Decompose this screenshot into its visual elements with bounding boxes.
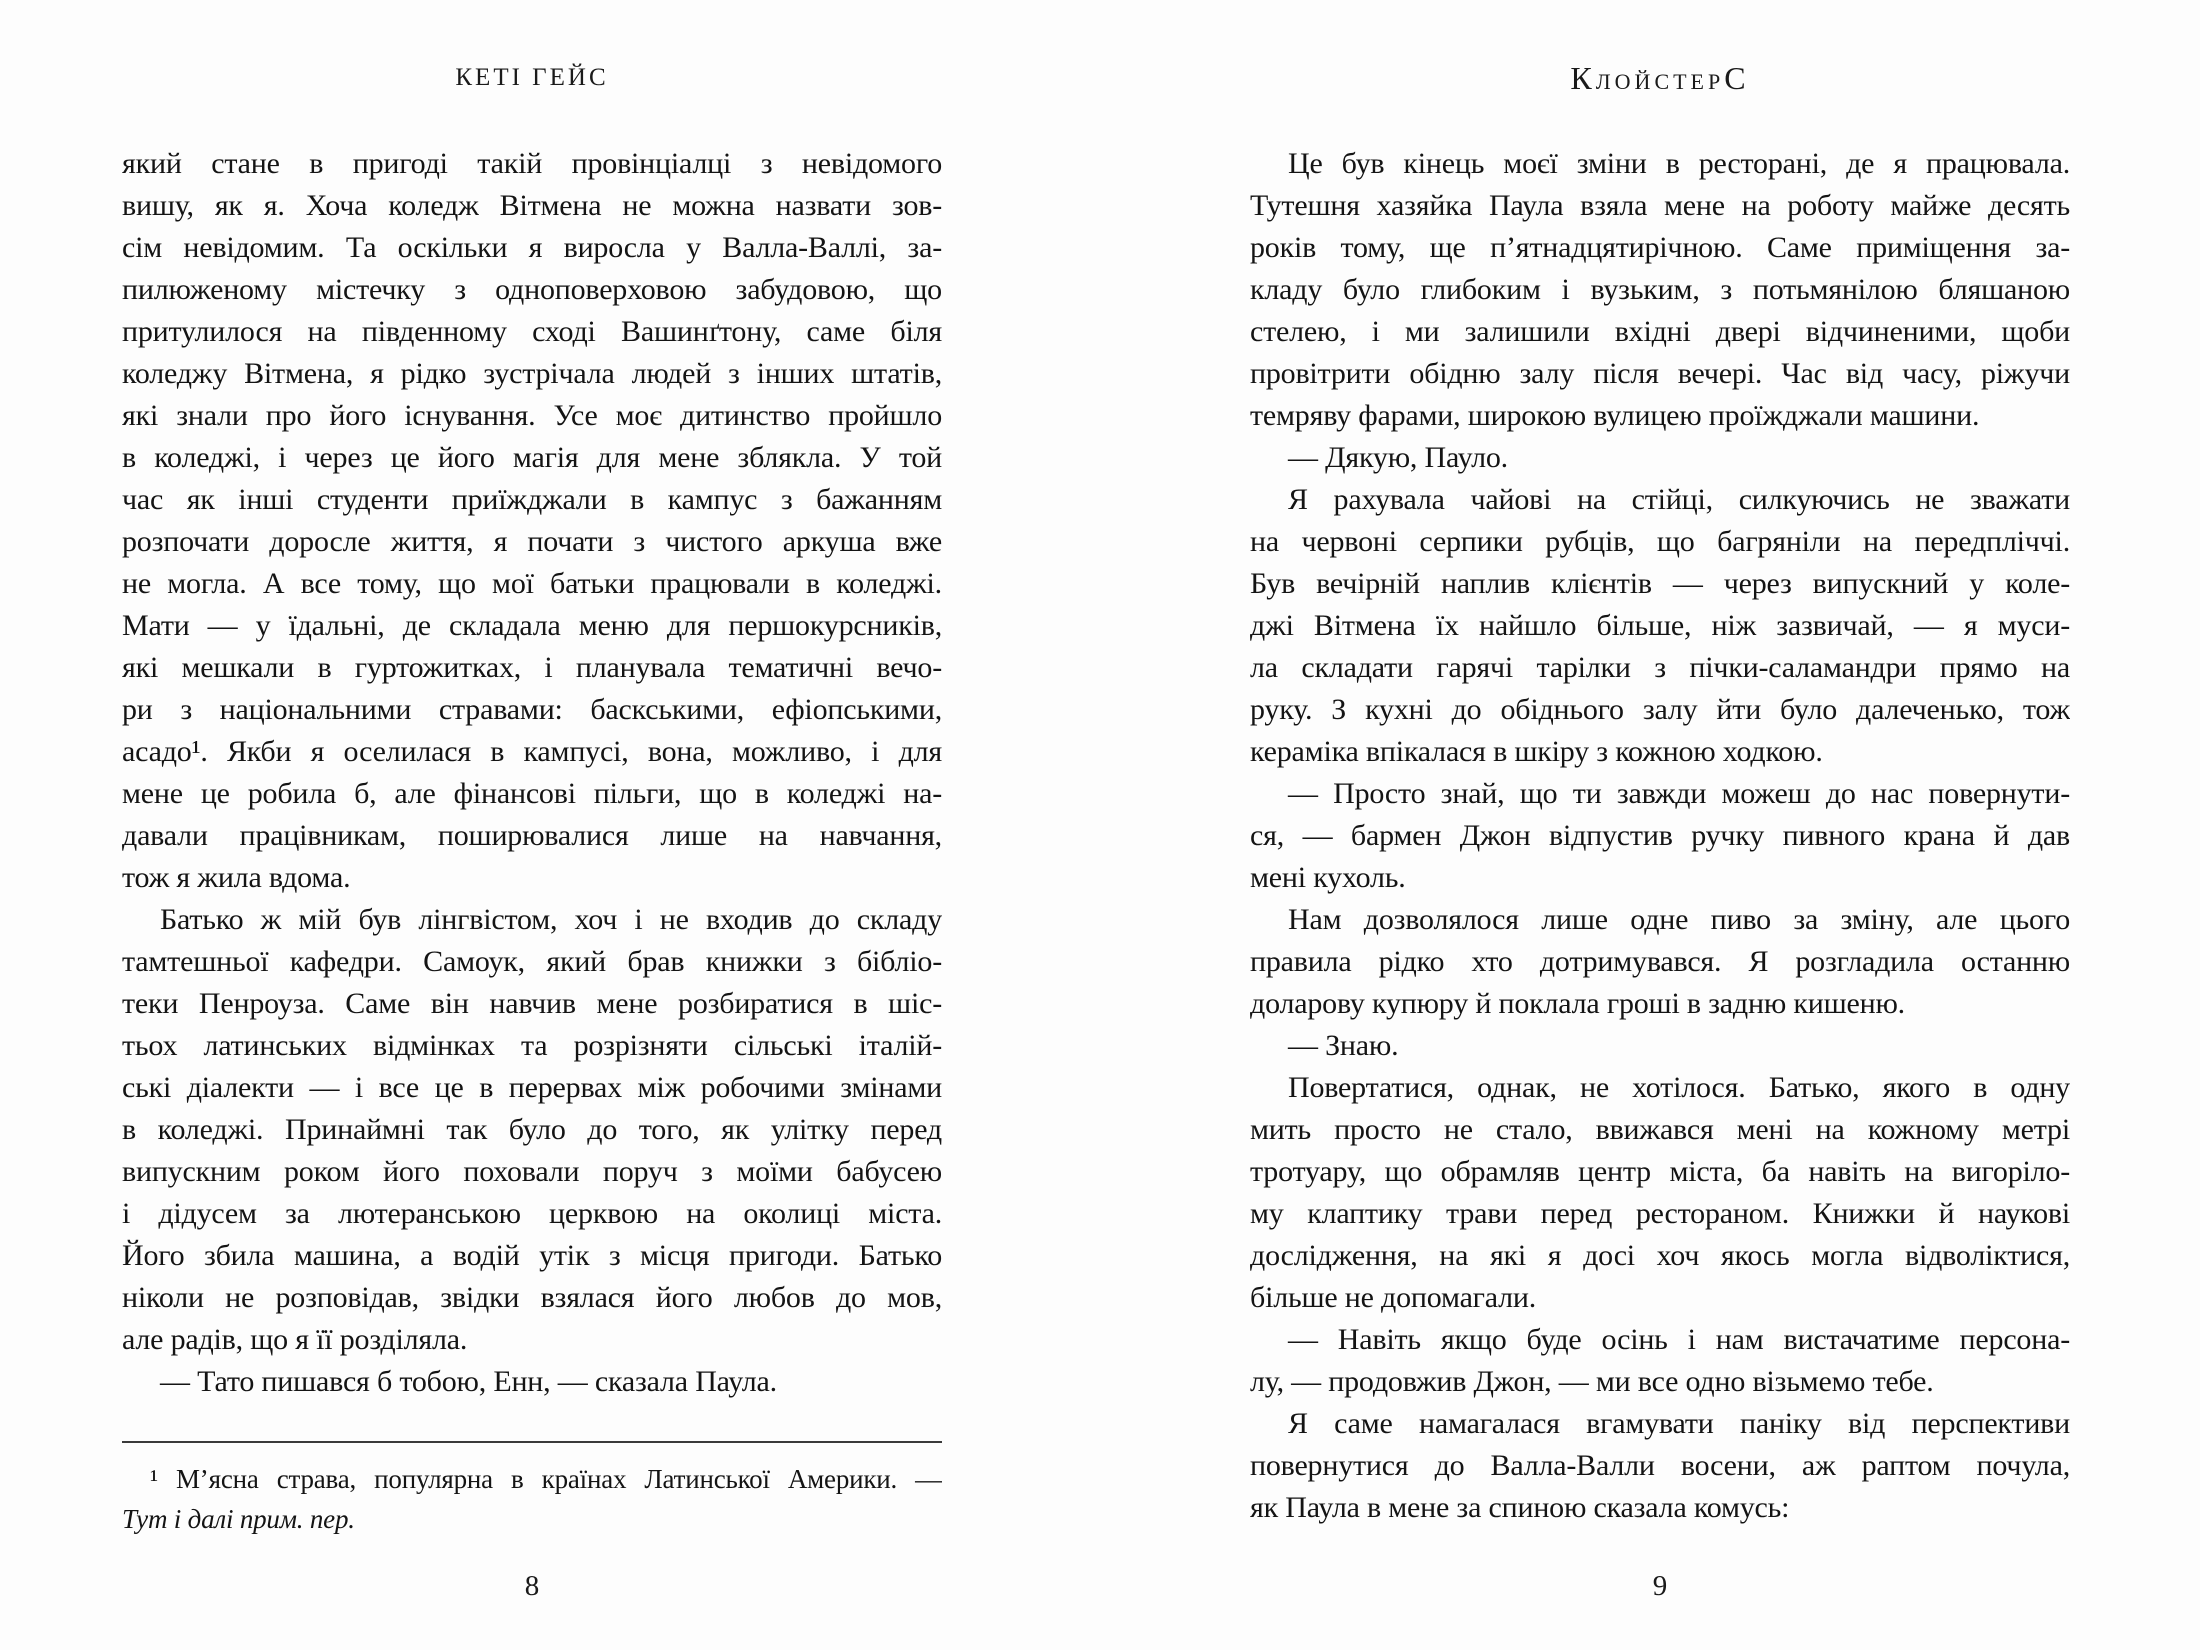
text-line: розпочати доросле життя, я почати з чистого аркуша вже	[122, 525, 942, 558]
page-number-right: 9	[1652, 1570, 1668, 1602]
text-line: в коледжі, і через це його магія для мене зблякла. У той	[122, 441, 942, 474]
running-head-author: КЕТІ ГЕЙС	[455, 64, 609, 91]
text-line: му клаптику трави перед рестораном. Книжки й наукові	[1250, 1197, 2070, 1230]
text-line: в коледжі. Принаймні так було до того, як улітку перед	[122, 1113, 942, 1146]
text-line: Тутешня хазяйка Паула взяла мене на роботу майже десять	[1250, 189, 2070, 222]
text-line: ські діалекти — і все це в перервах між робочими змінами	[122, 1071, 942, 1104]
text-line: ніколи не розповідав, звідки взялася його любов до мов,	[122, 1281, 942, 1314]
text-line: які мешкали в гуртожитках, і планувала тематичні вечо-	[122, 651, 942, 684]
text-line: кладу було глибоким і вузьким, з потьмянілою бляшаною	[1250, 273, 2070, 306]
text-line: — Дякую, Пауло.	[1288, 441, 1508, 474]
text-line: — Навіть якщо буде осінь і нам вистачатиме персона-	[1288, 1323, 2070, 1356]
text-line: стелею, і ми залишили вхідні двері відчиненими, щоби	[1250, 315, 2070, 348]
text-line: час як інші студенти приїжджали в кампус з бажанням	[122, 483, 942, 516]
text-line: не могла. А все тому, що мої батьки працювали в коледжі.	[122, 567, 942, 600]
text-line: — Просто знай, що ти завжди можеш до нас повернути-	[1288, 777, 2070, 810]
text-line: руку. З кухні до обіднього залу йти було далеченько, тож	[1250, 693, 2070, 726]
text-line: але радів, що я її розділяла.	[122, 1323, 468, 1356]
text-line: ся, — бармен Джон відпустив ручку пивного крана й дав	[1250, 819, 2070, 852]
text-line: Його збила машина, а водій утік з місця пригоди. Батько	[122, 1239, 942, 1272]
text-line: мені кухоль.	[1250, 861, 1406, 894]
text-line: теки Пенроуза. Саме він навчив мене розбиратися в шіс-	[122, 987, 942, 1020]
text-line: коледжу Вітмена, я рідко зустрічала людей з інших штатів,	[122, 357, 942, 390]
text-line: тьох латинських відмінках та розрізняти сільські італій-	[122, 1029, 942, 1062]
footnote	[122, 1441, 942, 1539]
text-line: на червоні серпики рубців, що багряніли на передпліччі.	[1250, 525, 2070, 558]
text-line: Я саме намагалася вгамувати паніку від перспективи	[1288, 1407, 2070, 1440]
text-line: які знали про його існування. Усе моє дитинство пройшло	[122, 399, 942, 432]
text-line: Був вечірній наплив клієнтів — через випускний у коле-	[1250, 567, 2070, 600]
text-line: притулилося на південному сході Вашинґтону, саме біля	[122, 315, 942, 348]
text-line: мить просто не стало, ввижався мені на кожному метрі	[1250, 1113, 2070, 1146]
text-line: Тут і далі прим. пер.	[122, 1504, 355, 1534]
text-line: мене це робила б, але фінансові пільги, що в коледжі на-	[122, 777, 942, 810]
text-line: і дідусем за лютеранською церквою на околиці міста.	[122, 1197, 942, 1230]
text-line: доларову купюру й поклала гроші в задню кишеню.	[1250, 987, 1905, 1020]
text-line: більше не допомагали.	[1250, 1281, 1537, 1314]
left-page	[122, 0, 942, 1650]
text-line: — Знаю.	[1288, 1029, 1399, 1062]
text-line: Повертатися, однак, не хотілося. Батько, якого в одну	[1288, 1071, 2070, 1104]
text-line: Мати — у їдальні, де складала меню для першокурсників,	[122, 609, 942, 642]
text-line: тож я жила вдома.	[122, 861, 351, 894]
text-line: випускним роком його поховали поруч з моїми бабусею	[122, 1155, 942, 1188]
text-line: Я рахувала чайові на стійці, силкуючись не зважати	[1288, 483, 2070, 516]
text-line: кераміка впікалася в шкіру з кожною ходкою.	[1250, 735, 1823, 768]
text-line: Це був кінець моєї зміни в ресторані, де я працювала.	[1288, 147, 2070, 180]
text-line: тротуару, що обрамляв центр міста, ба навіть на вигоріло-	[1250, 1155, 2070, 1188]
text-line: вишу, як я. Хоча коледж Вітмена не можна назвати зов-	[122, 189, 942, 222]
text-line: ла складати гарячі тарілки з пічки-саламандри прямо на	[1250, 651, 2070, 684]
text-line: провітрити обідню залу після вечері. Час від часу, ріжучи	[1250, 357, 2070, 390]
text-line: пилюженому містечку з одноповерховою забудовою, що	[122, 273, 942, 306]
text-line: джі Вітмена їх найшло більше, ніж зазвичай, — я муси-	[1250, 609, 2070, 642]
right-page	[1250, 0, 2070, 1650]
text-line: тамтешньої кафедри. Самоук, який брав книжки з бібліо-	[122, 945, 942, 978]
text-line: Батько ж мій був лінгвістом, хоч і не входив до складу	[160, 903, 942, 936]
text-line: ри з національними стравами: баскськими, ефіопськими,	[122, 693, 942, 726]
text-line: дослідження, на які я досі хоч якось могла відволіктися,	[1250, 1239, 2070, 1272]
text-line: давали працівникам, поширювалися лише на навчання,	[122, 819, 942, 852]
text-line: — Тато пишався б тобою, Енн, — сказала Паула.	[160, 1365, 777, 1398]
text-line: сім невідомим. Та оскільки я виросла у Валла-Валлі, за-	[122, 231, 942, 264]
left-page-text	[122, 143, 942, 1403]
text-line: асадо¹. Якби я оселилася в кампусі, вона, можливо, і для	[122, 735, 942, 768]
text-line: лу, — продовжив Джон, — ми все одно візьмемо тебе.	[1250, 1365, 1934, 1398]
text-line: повернутися до Валла-Валли восени, аж раптом почула,	[1250, 1449, 2070, 1482]
text-line: правила рідко хто дотримувався. Я розгладила останню	[1250, 945, 2070, 978]
text-line: як Паула в мене за спиною сказала комусь:	[1250, 1491, 1790, 1524]
running-head-title: КлойстерС	[1570, 60, 1750, 96]
text-line: років тому, ще п’ятнадцятирічною. Саме приміщення за-	[1250, 231, 2070, 264]
footnote-text	[122, 1459, 942, 1539]
text-line: Нам дозволялося лише одне пиво за зміну, але цього	[1288, 903, 2070, 936]
text-line: ¹ М’ясна страва, популярна в країнах Латинської Америки. —	[150, 1464, 942, 1494]
text-line: темряву фарами, широкою вулицею проїжджали машини.	[1250, 399, 1980, 432]
page-number-left: 8	[524, 1570, 540, 1602]
right-page-text	[1250, 143, 2070, 1529]
text-line: який стане в пригоді такій провінціалці з невідомого	[122, 147, 942, 180]
